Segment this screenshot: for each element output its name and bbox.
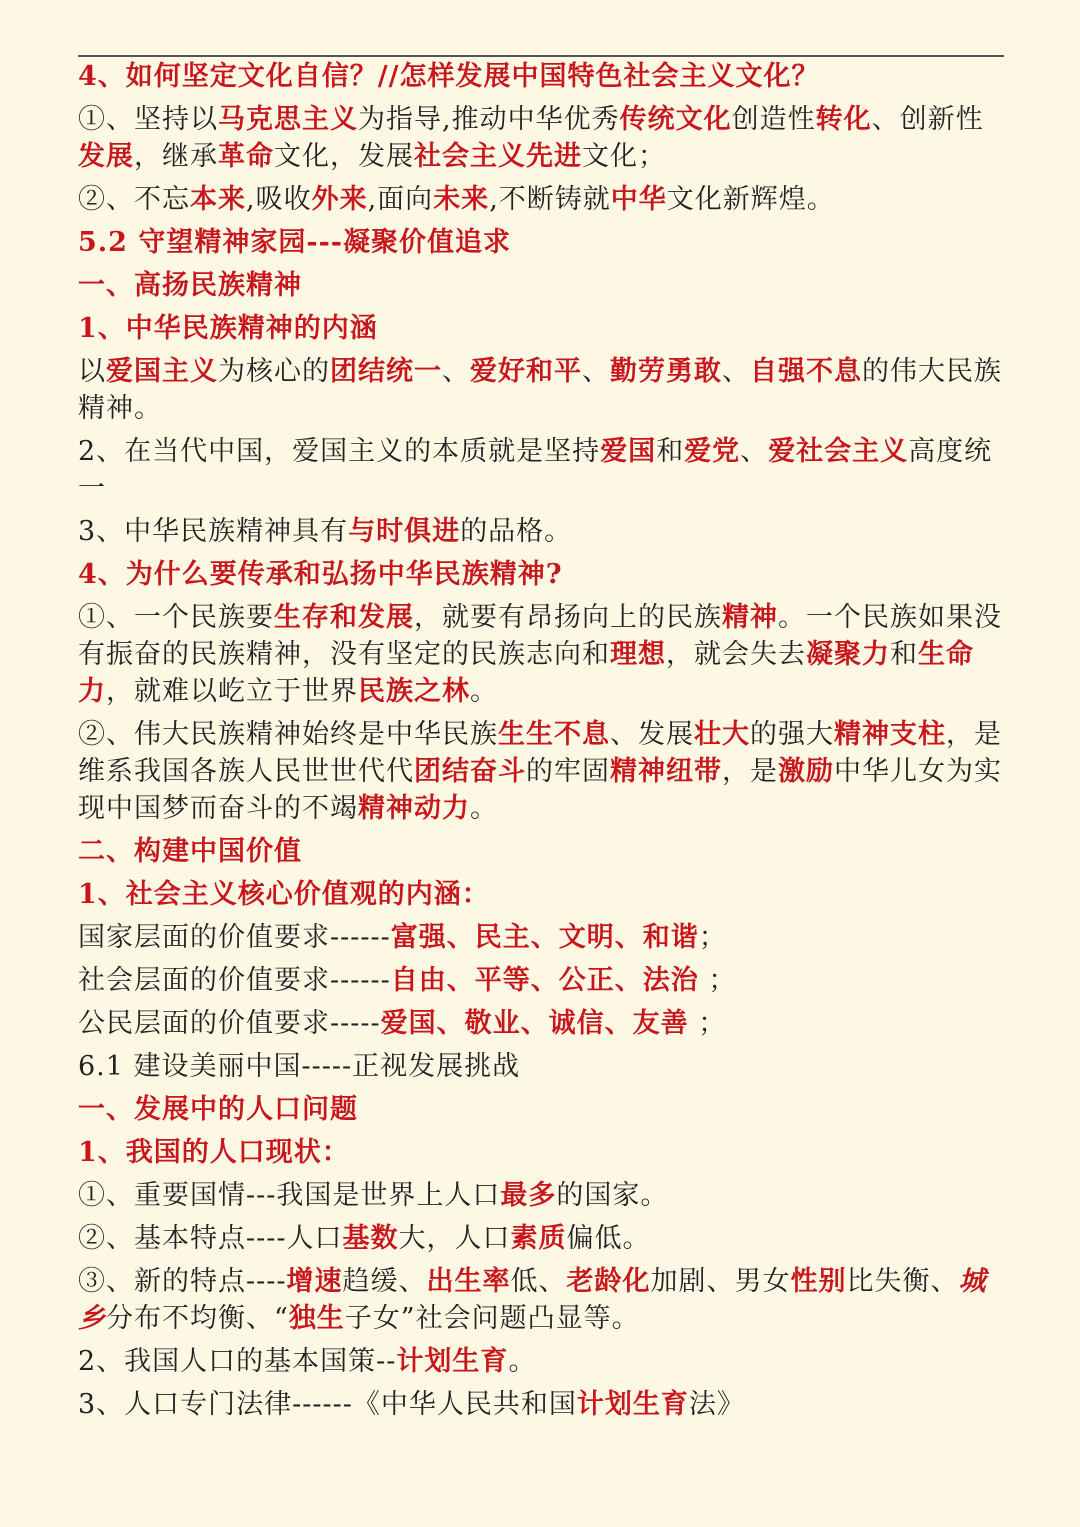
- text-run: 低、: [510, 1266, 567, 1297]
- text-paragraph: [78, 716, 1004, 827]
- highlight-keyword: 理想: [610, 639, 666, 670]
- text-run: 1、我国的人口现状：: [78, 1137, 350, 1168]
- highlight-keyword: 转化: [815, 104, 872, 135]
- text-run: 。一个民族如果没有振奋的民族精神，没有坚定的民族志向和: [78, 602, 1002, 670]
- text-paragraph: [78, 353, 1004, 427]
- text-run: 创造性: [731, 104, 816, 135]
- text-run: ①、重要国情---我国是世界上人口: [78, 1180, 501, 1211]
- text-run: ①、一个民族要: [78, 602, 274, 633]
- highlight-keyword: 增速: [286, 1266, 343, 1297]
- highlight-keyword: 社会主义先进: [414, 141, 582, 172]
- text-run: 、发展: [610, 719, 694, 750]
- highlight-keyword: 激励: [778, 756, 834, 787]
- text-paragraph: [78, 433, 1004, 507]
- text-run: 4、为什么要传承和弘扬中华民族精神?: [78, 559, 563, 590]
- highlight-keyword: 爱国: [600, 436, 657, 467]
- text-run: 的国家。: [556, 1180, 669, 1211]
- highlight-keyword: 生命力: [78, 639, 974, 707]
- text-run: ③、新的特点----: [78, 1266, 287, 1297]
- text-run: 一、高扬民族精神: [78, 270, 302, 301]
- text-run: 趋缓、: [342, 1266, 427, 1297]
- highlight-keyword: 精神纽带: [610, 756, 722, 787]
- section-heading: [78, 1091, 1004, 1128]
- text-run: 加剧、男女: [650, 1266, 791, 1297]
- text-run: ①、坚持以: [78, 104, 218, 135]
- text-run: 的强大: [750, 719, 834, 750]
- text-paragraph: [78, 181, 1004, 218]
- text-run: 、: [740, 436, 769, 467]
- highlight-keyword: 传统文化: [619, 104, 732, 135]
- text-run: 分布不均衡、“: [106, 1303, 289, 1334]
- highlight-keyword: 爱好和平: [470, 356, 582, 387]
- section-heading: [78, 556, 1004, 593]
- section-heading: [78, 833, 1004, 870]
- highlight-keyword: 计划生育: [576, 1389, 689, 1420]
- highlight-keyword: 精神: [722, 602, 778, 633]
- text-run: 。: [470, 676, 498, 707]
- section-heading: [78, 58, 1004, 95]
- highlight-keyword: 富强、民主、文明、和谐: [390, 922, 699, 953]
- text-run: 和: [656, 436, 685, 467]
- text-paragraph: [78, 1177, 1004, 1214]
- text-run: 的伟大民族精神。: [78, 356, 1002, 424]
- text-run: 1、社会主义核心价值观的内涵：: [78, 879, 490, 910]
- top-divider: [78, 55, 1004, 57]
- highlight-keyword: 壮大: [694, 719, 750, 750]
- text-run: ②、伟大民族精神始终是中华民族: [78, 719, 498, 750]
- text-run: 法》: [688, 1389, 745, 1420]
- text-run: ②、不忘: [78, 184, 190, 215]
- text-paragraph: [78, 599, 1004, 710]
- text-run: 社会层面的价值要求------: [78, 965, 391, 996]
- highlight-keyword: 凝聚力: [806, 639, 890, 670]
- section-heading: [78, 1134, 1004, 1171]
- highlight-keyword: 自强不息: [750, 356, 862, 387]
- text-run: ,不断铸就: [489, 184, 611, 215]
- text-run: 大，人口: [398, 1223, 511, 1254]
- text-run: 2、在当代中国，爱国主义的本质就是坚持: [78, 436, 601, 467]
- text-run: 文化，发展: [274, 141, 414, 172]
- text-run: 偏低。: [566, 1223, 651, 1254]
- text-paragraph: [78, 1343, 1004, 1380]
- notes-content: [78, 58, 1004, 1429]
- text-paragraph: [78, 1263, 1004, 1337]
- highlight-keyword: 团结奋斗: [414, 756, 526, 787]
- text-run: 高度统一: [78, 436, 993, 504]
- text-run: ,吸收: [246, 184, 312, 215]
- text-run: ，就要有昂扬向上的民族: [414, 602, 722, 633]
- text-run: 以: [78, 356, 106, 387]
- text-run: 、: [722, 356, 750, 387]
- text-paragraph: [78, 1005, 1004, 1042]
- highlight-keyword: 爱社会主义: [768, 436, 909, 467]
- highlight-keyword: 独生: [288, 1303, 345, 1334]
- text-run: 一、发展中的人口问题: [78, 1094, 358, 1125]
- highlight-keyword: 生生不息: [498, 719, 610, 750]
- text-run: 中华儿女为实现中国梦而奋斗的不竭: [78, 756, 1002, 824]
- highlight-keyword: 精神支柱: [834, 719, 946, 750]
- highlight-keyword: 城乡: [78, 1266, 987, 1334]
- text-run: 为核心的: [218, 356, 330, 387]
- highlight-keyword: 发展: [78, 141, 134, 172]
- highlight-keyword: 民族之林: [358, 676, 470, 707]
- text-run: ,面向: [367, 184, 434, 215]
- highlight-keyword: 外来: [311, 184, 368, 215]
- text-run: 1、中华民族精神的内涵: [78, 313, 378, 344]
- text-run: 比失衡、: [846, 1266, 959, 1297]
- text-run: 和: [890, 639, 918, 670]
- highlight-keyword: 性别: [790, 1266, 847, 1297]
- highlight-keyword: 团结统一: [330, 356, 442, 387]
- text-run: 国家层面的价值要求------: [78, 922, 391, 953]
- text-run: 5.2 守望精神家园---凝聚价值追求: [78, 227, 511, 258]
- text-paragraph: [78, 962, 1004, 999]
- text-paragraph: [78, 1220, 1004, 1257]
- text-run: ，就会失去: [666, 639, 806, 670]
- text-run: 3、人口专门法律------《中华人民共和国: [78, 1389, 577, 1420]
- text-paragraph: [78, 1386, 1004, 1423]
- text-paragraph: [78, 513, 1004, 550]
- highlight-keyword: 未来: [433, 184, 490, 215]
- highlight-keyword: 革命: [218, 141, 274, 172]
- text-paragraph: [78, 101, 1004, 175]
- text-run: ；: [698, 922, 727, 953]
- highlight-keyword: 最多: [500, 1180, 557, 1211]
- highlight-keyword: 本来: [190, 184, 246, 215]
- highlight-keyword: 爱党: [684, 436, 741, 467]
- text-run: 、创新性: [871, 104, 984, 135]
- text-run: 文化新辉煌。: [666, 184, 835, 215]
- section-heading: [78, 267, 1004, 304]
- section-heading: [78, 876, 1004, 913]
- text-run: 6.1 建设美丽中国-----正视发展挑战: [78, 1051, 521, 1082]
- section-heading: [78, 224, 1004, 261]
- text-run: 为指导,推动中华优秀: [358, 104, 620, 135]
- text-run: 的牢固: [526, 756, 610, 787]
- text-run: 2、我国人口的基本国策--: [78, 1346, 397, 1377]
- highlight-keyword: 与时俱进: [348, 516, 461, 547]
- highlight-keyword: 基数: [342, 1223, 399, 1254]
- highlight-keyword: 爱国主义: [106, 356, 218, 387]
- highlight-keyword: 勤劳勇敢: [610, 356, 722, 387]
- text-run: ，就难以屹立于世界: [106, 676, 358, 707]
- highlight-keyword: 中华: [610, 184, 667, 215]
- text-run: 子女”社会问题凸显等。: [344, 1303, 640, 1334]
- highlight-keyword: 生存和发展: [274, 602, 414, 633]
- highlight-keyword: 出生率: [426, 1266, 511, 1297]
- section-heading: [78, 310, 1004, 347]
- text-run: 、: [582, 356, 610, 387]
- text-run: ；: [698, 965, 737, 996]
- text-run: 。: [470, 793, 498, 824]
- highlight-keyword: 爱国、敬业、诚信、友善: [380, 1008, 689, 1039]
- text-run: ②、基本特点----人口: [78, 1223, 343, 1254]
- highlight-keyword: 老龄化: [566, 1266, 651, 1297]
- text-run: 、: [442, 356, 470, 387]
- text-run: ，继承: [134, 141, 218, 172]
- highlight-keyword: 自由、平等、公正、法治: [390, 965, 699, 996]
- highlight-keyword: 精神动力: [358, 793, 470, 824]
- text-run: 4、如何坚定文化自信？//怎样发展中国特色社会主义文化？: [78, 61, 820, 92]
- text-run: 文化；: [582, 141, 666, 172]
- text-run: 二、构建中国价值: [78, 836, 302, 867]
- highlight-keyword: 素质: [510, 1223, 567, 1254]
- text-paragraph: [78, 919, 1004, 956]
- highlight-keyword: 马克思主义: [218, 104, 358, 135]
- text-run: ，是维系我国各族人民世世代代: [78, 719, 1002, 787]
- highlight-keyword: 计划生育: [396, 1346, 509, 1377]
- text-run: 公民层面的价值要求-----: [78, 1008, 381, 1039]
- text-run: 的品格。: [460, 516, 573, 547]
- text-run: 。: [508, 1346, 537, 1377]
- text-run: ，是: [722, 756, 778, 787]
- text-run: ；: [688, 1008, 727, 1039]
- text-paragraph: [78, 1048, 1004, 1085]
- text-run: 3、中华民族精神具有: [78, 516, 349, 547]
